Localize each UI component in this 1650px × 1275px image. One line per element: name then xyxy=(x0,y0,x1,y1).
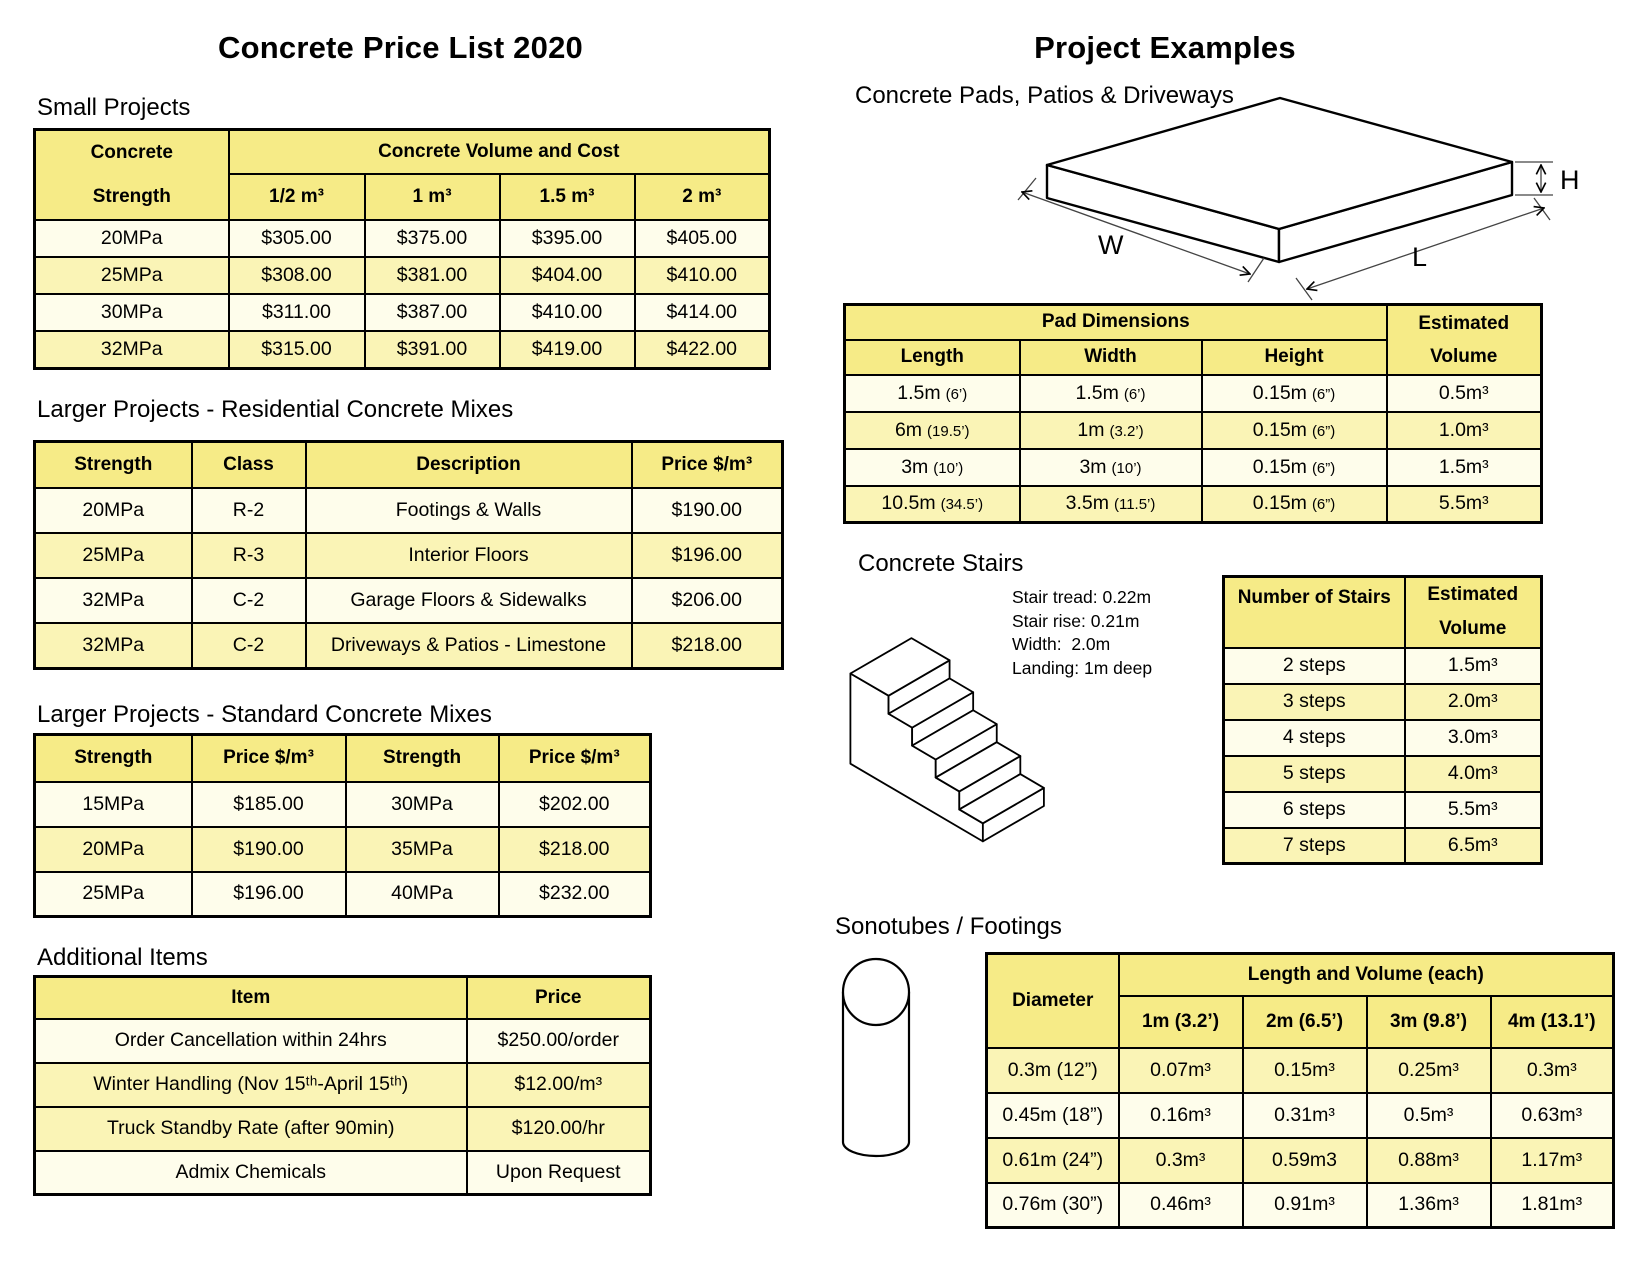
residential-label: Larger Projects - Residential Concrete Mixes xyxy=(37,396,514,423)
cell: 0.5m³ xyxy=(1387,375,1542,412)
column-header: Diameter xyxy=(987,954,1119,1048)
cell: 0.16m³ xyxy=(1119,1093,1243,1138)
table-row xyxy=(35,578,783,623)
cell: $387.00 xyxy=(365,294,500,331)
cell: 6m (19.5’) xyxy=(845,412,1020,449)
cell: 3.0m³ xyxy=(1405,720,1542,756)
table-row xyxy=(845,375,1542,412)
cell: 32MPa xyxy=(35,331,229,368)
column-header: Pad Dimensions xyxy=(845,305,1387,340)
table-row xyxy=(35,130,770,174)
table-row xyxy=(35,735,651,782)
cell: 0.3m³ xyxy=(1119,1138,1243,1183)
table-row xyxy=(35,1063,651,1107)
cell: 6 steps xyxy=(1224,792,1405,828)
stairs-diagram xyxy=(840,603,1055,855)
table-row xyxy=(1224,720,1542,756)
cell: $202.00 xyxy=(499,782,651,827)
column-header: Description xyxy=(306,442,632,488)
stairs-info-line: Stair tread: 0.22m xyxy=(1012,587,1152,607)
table-row xyxy=(1224,577,1542,648)
cell: 7 steps xyxy=(1224,828,1405,864)
cell: 1.17m³ xyxy=(1491,1138,1614,1183)
column-header: 1 m³ xyxy=(365,174,500,220)
cell: 4 steps xyxy=(1224,720,1405,756)
cell: Garage Floors & Sidewalks xyxy=(306,578,632,623)
cell: C-2 xyxy=(192,623,306,669)
column-header: Length and Volume (each) xyxy=(1119,954,1614,996)
column-header-line: Concrete xyxy=(90,142,173,163)
table-row xyxy=(35,1107,651,1151)
cell: 20MPa xyxy=(35,220,229,257)
column-header: 3m (9.8’) xyxy=(1367,996,1491,1048)
column-header: Width xyxy=(1020,340,1202,375)
cell: 6.5m³ xyxy=(1405,828,1542,864)
cell: Admix Chemicals xyxy=(35,1151,467,1195)
cell: 32MPa xyxy=(35,578,192,623)
cell: C-2 xyxy=(192,578,306,623)
column-header: Item xyxy=(35,977,467,1019)
table-row xyxy=(35,977,651,1019)
column-header: Strength xyxy=(346,735,499,782)
table-row xyxy=(35,623,783,669)
cell: 0.5m³ xyxy=(1367,1093,1491,1138)
table-row xyxy=(1224,792,1542,828)
cell: $196.00 xyxy=(632,533,783,578)
cell: 1.5m³ xyxy=(1387,449,1542,486)
price-list-title: Concrete Price List 2020 xyxy=(218,30,583,65)
table-row xyxy=(35,1151,651,1195)
cell: 3 steps xyxy=(1224,684,1405,720)
cell: 1m (3.2’) xyxy=(1020,412,1202,449)
cell: $391.00 xyxy=(365,331,500,368)
table-row xyxy=(987,1048,1614,1093)
cell: Upon Request xyxy=(467,1151,651,1195)
table-row xyxy=(845,449,1542,486)
small-projects-table xyxy=(33,128,771,370)
project-examples-title: Project Examples xyxy=(1034,30,1296,65)
cell: Order Cancellation within 24hrs xyxy=(35,1019,467,1063)
cell: 0.07m³ xyxy=(1119,1048,1243,1093)
table-row xyxy=(1224,648,1542,684)
additional-items-table xyxy=(33,975,652,1196)
cell: 25MPa xyxy=(35,533,192,578)
cell: 32MPa xyxy=(35,623,192,669)
column-header: 2 m³ xyxy=(635,174,770,220)
cell: $206.00 xyxy=(632,578,783,623)
table-row xyxy=(987,1138,1614,1183)
stairs-info-line: Landing: 1m deep xyxy=(1012,657,1153,678)
table-row xyxy=(1224,828,1542,864)
column-header: 2m (6.5’) xyxy=(1243,996,1367,1048)
table-row xyxy=(35,294,770,331)
column-header-line: Estimated xyxy=(1418,312,1510,334)
cell: $422.00 xyxy=(635,331,770,368)
sonotubes-label: Sonotubes / Footings xyxy=(835,913,1062,940)
cell: $375.00 xyxy=(365,220,500,257)
sonotube-diagram xyxy=(840,956,914,1168)
cell: $414.00 xyxy=(635,294,770,331)
cell: 15MPa xyxy=(35,782,192,827)
cell: $381.00 xyxy=(365,257,500,294)
cell: 20MPa xyxy=(35,488,192,533)
cell: 4.0m³ xyxy=(1405,756,1542,792)
table-row xyxy=(35,442,783,488)
cell: $405.00 xyxy=(635,220,770,257)
sonotubes-table xyxy=(985,952,1615,1229)
residential-table xyxy=(33,440,784,670)
column-header: Length xyxy=(845,340,1020,375)
column-header: Strength xyxy=(35,735,192,782)
cell: $196.00 xyxy=(192,872,346,917)
cell: 0.3m (12”) xyxy=(987,1048,1119,1093)
pads-label: Concrete Pads, Patios & Driveways xyxy=(855,82,1234,109)
column-header xyxy=(1405,577,1542,648)
cell: $12.00/m³ xyxy=(467,1063,651,1107)
cell: $232.00 xyxy=(499,872,651,917)
column-header: 1m (3.2’) xyxy=(1119,996,1243,1048)
cell: 3m (10’) xyxy=(1020,449,1202,486)
cell: $308.00 xyxy=(229,257,365,294)
cell: 0.61m (24”) xyxy=(987,1138,1119,1183)
table-row xyxy=(35,331,770,368)
cell: 1.5m³ xyxy=(1405,648,1542,684)
cell: $404.00 xyxy=(500,257,635,294)
table-row xyxy=(35,257,770,294)
cell: 0.15m (6”) xyxy=(1202,412,1387,449)
cell: $250.00/order xyxy=(467,1019,651,1063)
column-header: 4m (13.1’) xyxy=(1491,996,1614,1048)
cell: 0.63m³ xyxy=(1491,1093,1614,1138)
stairs-info-line: Stair rise: 0.21m xyxy=(1012,610,1140,631)
pad-diagram xyxy=(1012,86,1590,311)
cell: 20MPa xyxy=(35,827,192,872)
small-projects-label: Small Projects xyxy=(37,94,191,121)
table-row xyxy=(987,1183,1614,1228)
cell: Winter Handling (Nov 15ᵗʰ-April 15ᵗʰ) xyxy=(35,1063,467,1107)
cell: $311.00 xyxy=(229,294,365,331)
table-row xyxy=(35,872,651,917)
cell: Footings & Walls xyxy=(306,488,632,533)
cell: 25MPa xyxy=(35,257,229,294)
cell: R-2 xyxy=(192,488,306,533)
cell: Truck Standby Rate (after 90min) xyxy=(35,1107,467,1151)
stairs-table xyxy=(1222,575,1543,865)
cell: 0.15m³ xyxy=(1243,1048,1367,1093)
column-header xyxy=(35,130,229,221)
cell: 0.59m3 xyxy=(1243,1138,1367,1183)
column-header-line: Estimated xyxy=(1427,584,1519,606)
cell: $190.00 xyxy=(632,488,783,533)
cell: 5 steps xyxy=(1224,756,1405,792)
cell: 0.25m³ xyxy=(1367,1048,1491,1093)
cell: 40MPa xyxy=(346,872,499,917)
pad-dimensions-table xyxy=(843,303,1543,524)
cell: 3m (10’) xyxy=(845,449,1020,486)
cell: R-3 xyxy=(192,533,306,578)
cell: 35MPa xyxy=(346,827,499,872)
length-label: L xyxy=(1412,242,1428,272)
cell: 0.46m³ xyxy=(1119,1183,1243,1228)
table-row xyxy=(35,1019,651,1063)
table-row xyxy=(987,954,1614,996)
column-header-line: Volume xyxy=(1439,618,1507,640)
stairs-label: Concrete Stairs xyxy=(858,550,1024,577)
cell: 0.3m³ xyxy=(1491,1048,1614,1093)
table-row xyxy=(845,412,1542,449)
table-row xyxy=(1224,684,1542,720)
cell: 0.91m³ xyxy=(1243,1183,1367,1228)
standard-table xyxy=(33,733,652,918)
cell: 5.5m³ xyxy=(1405,792,1542,828)
cell: 25MPa xyxy=(35,872,192,917)
cell: 30MPa xyxy=(35,294,229,331)
cell: 0.15m (6”) xyxy=(1202,449,1387,486)
table-row xyxy=(845,486,1542,523)
cell: $120.00/hr xyxy=(467,1107,651,1151)
column-header: Height xyxy=(1202,340,1387,375)
table-row xyxy=(845,305,1542,340)
cell: 1.5m (6’) xyxy=(845,375,1020,412)
table-row xyxy=(1224,756,1542,792)
height-label: H xyxy=(1560,165,1580,195)
column-header: Price $/m³ xyxy=(499,735,651,782)
column-header: Number of Stairs xyxy=(1224,577,1405,648)
column-header: 1.5 m³ xyxy=(500,174,635,220)
cell: $305.00 xyxy=(229,220,365,257)
cell: 30MPa xyxy=(346,782,499,827)
cell: 0.15m (6”) xyxy=(1202,486,1387,523)
table-row xyxy=(35,488,783,533)
cell: 2.0m³ xyxy=(1405,684,1542,720)
cell: 1.0m³ xyxy=(1387,412,1542,449)
cell: $410.00 xyxy=(635,257,770,294)
cell: 1.36m³ xyxy=(1367,1183,1491,1228)
cell: $185.00 xyxy=(192,782,346,827)
cell: 2 steps xyxy=(1224,648,1405,684)
cell: $395.00 xyxy=(500,220,635,257)
column-header: Concrete Volume and Cost xyxy=(229,130,770,174)
additional-items-label: Additional Items xyxy=(37,944,208,971)
cell: 10.5m (34.5’) xyxy=(845,486,1020,523)
standard-label: Larger Projects - Standard Concrete Mixes xyxy=(37,701,492,728)
table-row xyxy=(35,533,783,578)
cell: 0.31m³ xyxy=(1243,1093,1367,1138)
column-header-line: Strength xyxy=(92,186,171,207)
table-row xyxy=(35,827,651,872)
cell: 0.88m³ xyxy=(1367,1138,1491,1183)
cell: $190.00 xyxy=(192,827,346,872)
table-row xyxy=(35,782,651,827)
cell: 0.15m (6”) xyxy=(1202,375,1387,412)
column-header-line: Volume xyxy=(1430,345,1498,367)
cell: $410.00 xyxy=(500,294,635,331)
cell: Interior Floors xyxy=(306,533,632,578)
cell: 1.81m³ xyxy=(1491,1183,1614,1228)
table-row xyxy=(987,1093,1614,1138)
cell: 0.45m (18”) xyxy=(987,1093,1119,1138)
column-header: Price $/m³ xyxy=(632,442,783,488)
width-label: W xyxy=(1098,230,1124,260)
cell: $419.00 xyxy=(500,331,635,368)
column-header: Price $/m³ xyxy=(192,735,346,782)
cell: $218.00 xyxy=(499,827,651,872)
cell: $218.00 xyxy=(632,623,783,669)
cell: $315.00 xyxy=(229,331,365,368)
column-header: 1/2 m³ xyxy=(229,174,365,220)
cell: 5.5m³ xyxy=(1387,486,1542,523)
column-header: Strength xyxy=(35,442,192,488)
cell: 0.76m (30”) xyxy=(987,1183,1119,1228)
cell: Driveways & Patios - Limestone xyxy=(306,623,632,669)
table-row xyxy=(35,220,770,257)
column-header: Price xyxy=(467,977,651,1019)
column-header xyxy=(1387,305,1542,375)
stairs-info-line: Width: 2.0m xyxy=(1012,634,1111,654)
cell: 3.5m (11.5’) xyxy=(1020,486,1202,523)
column-header: Class xyxy=(192,442,306,488)
cell: 1.5m (6’) xyxy=(1020,375,1202,412)
